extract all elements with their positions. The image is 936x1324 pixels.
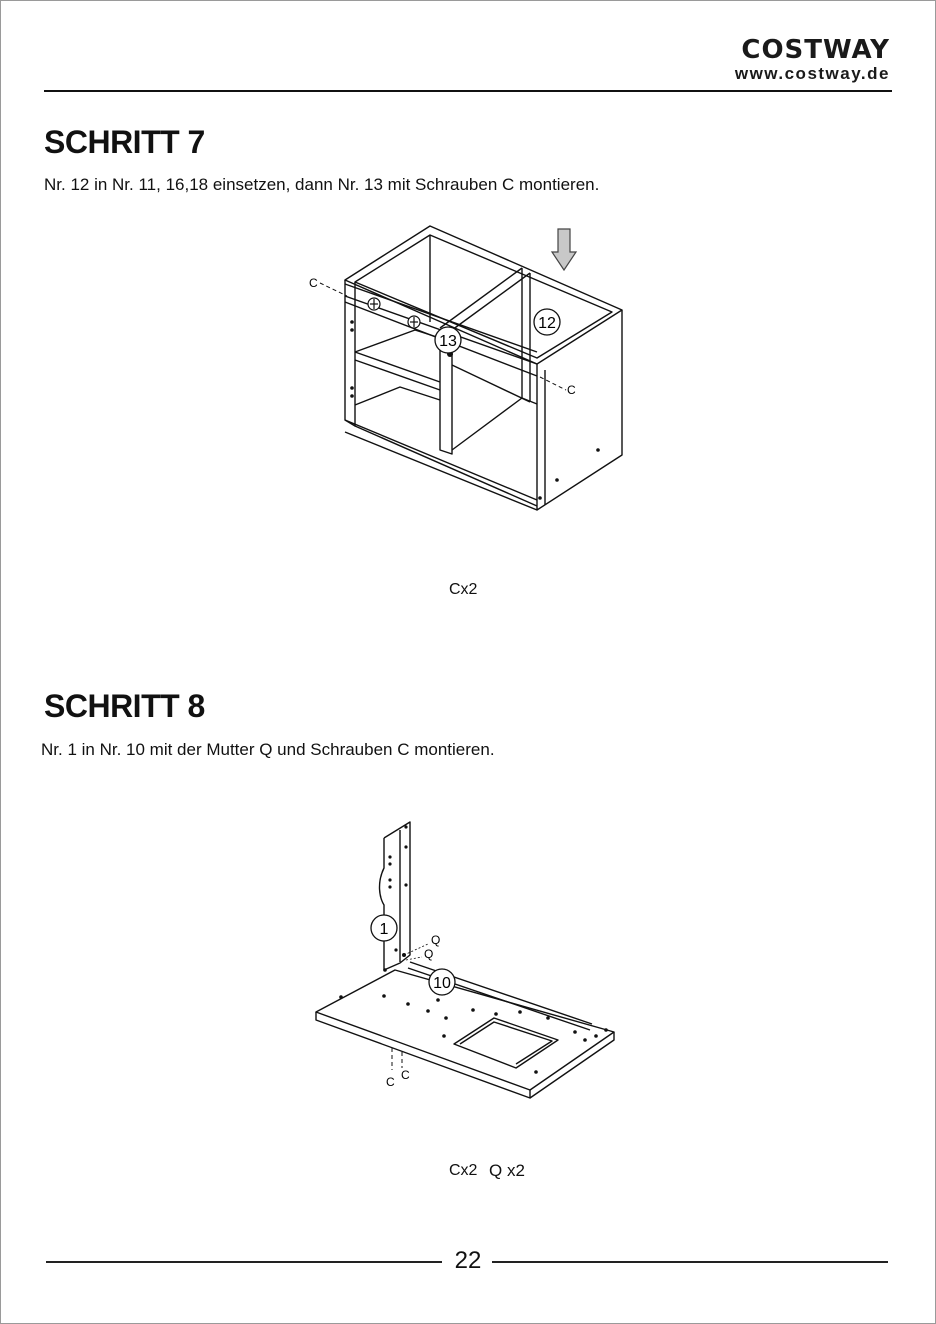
step-8-quantity-c: Cx2 xyxy=(449,1162,478,1179)
step-7-quantity: Cx2 xyxy=(449,581,478,598)
down-arrow-icon xyxy=(552,229,576,270)
step-7-cabinet-diagram xyxy=(300,220,640,520)
screw-c-label-1: C xyxy=(386,1075,395,1089)
step-8-instruction: Nr. 1 in Nr. 10 mit der Mutter Q und Schrauben C montieren. xyxy=(41,740,495,759)
step-7-title: SCHRITT 7 xyxy=(44,124,205,160)
screw-c-right-label: C xyxy=(567,383,576,397)
nut-q-label-1: Q xyxy=(431,933,441,947)
screw-c-label-2: C xyxy=(401,1068,410,1082)
step-8-title: SCHRITT 8 xyxy=(44,688,205,724)
part-10-label: 10 xyxy=(433,975,451,992)
step-8-assembly-diagram xyxy=(300,810,630,1110)
part-1-label: 1 xyxy=(379,921,389,938)
part-13-label: 13 xyxy=(439,333,457,350)
footer-rule-right xyxy=(492,1261,888,1263)
nut-q-label-2: Q xyxy=(424,947,434,961)
step-7-instruction: Nr. 12 in Nr. 11, 16,18 einsetzen, dann Nr. 13 mit Schrauben C montieren. xyxy=(44,175,600,194)
page-number: 22 xyxy=(454,1247,482,1274)
screw-c-left-label: C xyxy=(309,276,318,290)
brand-logo xyxy=(735,36,890,84)
brand-name: COSTWAY xyxy=(741,35,890,65)
brand-url: www.costway.de xyxy=(734,64,890,83)
footer-rule-left xyxy=(46,1261,442,1263)
header-divider xyxy=(44,90,892,92)
part-12-label: 12 xyxy=(538,315,556,332)
step-8-quantity-q: Q x2 xyxy=(489,1161,525,1180)
